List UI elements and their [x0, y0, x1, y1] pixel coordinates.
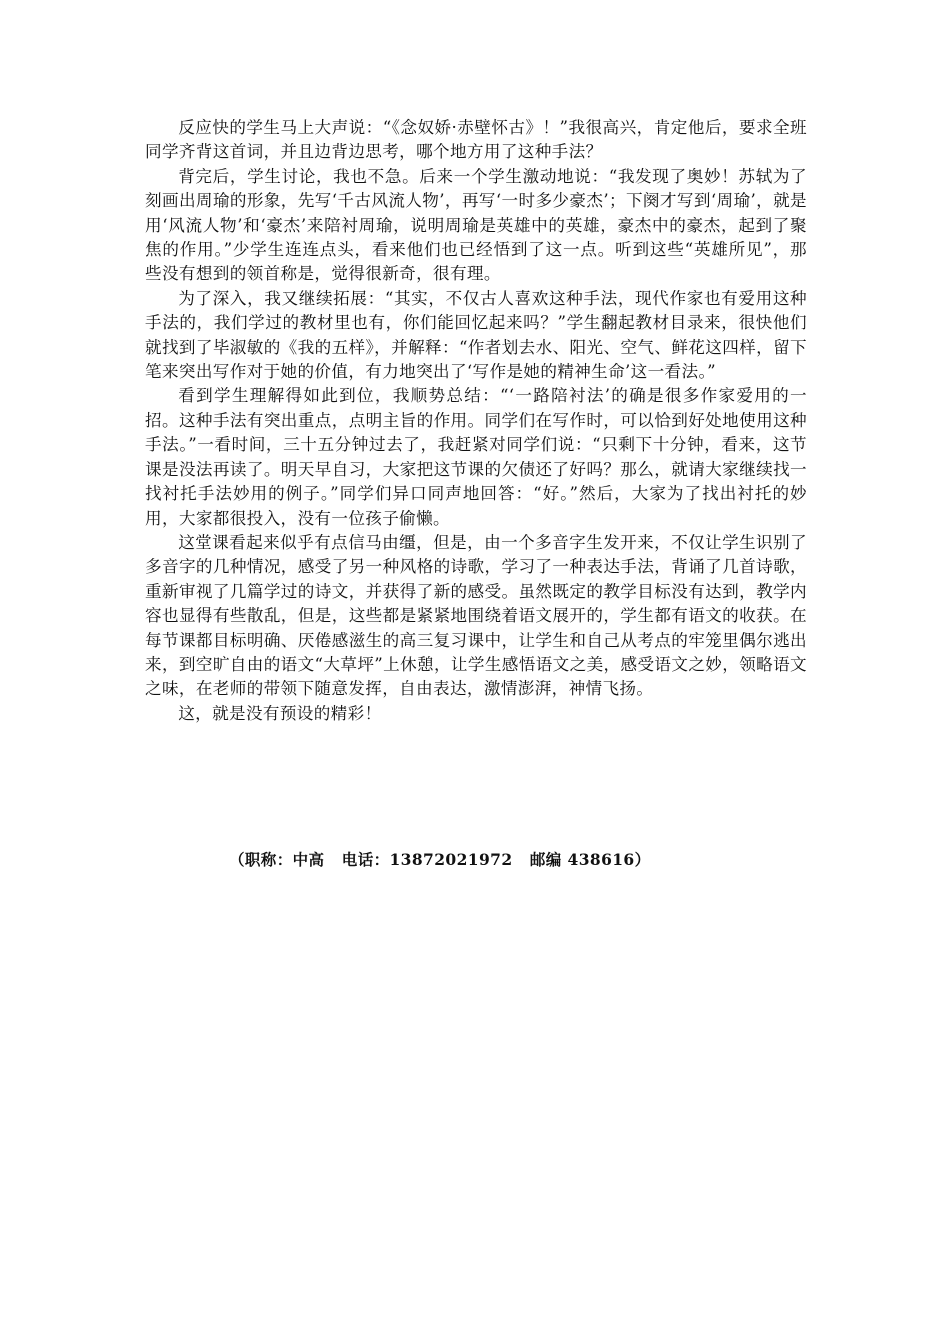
author-contact-footer: （职称：中高 电话：13872021972 邮编 438616） — [229, 850, 651, 869]
paragraph-4: 看到学生理解得如此到位，我顺势总结：“‘一路陪衬法’的确是很多作家爱用的一招。这种手法有突出重点，点明主旨的作用。同学们在写作时，可以恰到好处地使用这种手法。”一看时间，三十五分钟过去了，我赶紧对同学们说：“只剩下十分钟，看来，这节课是没法再读了。明天早自习，大家把这节课的欠债还了好吗？那么，就请大家继续找一找衬托手法妙用的例子。”同学们异口同声地回答：“好。”然后，大家为了找出衬托的妙用，大家都很投入，没有一位孩子偷懒。 — [145, 386, 807, 528]
paragraph-5: 这堂课看起来似乎有点信马由缰，但是，由一个多音字生发开来，不仅让学生识别了多音字的几种情况，感受了另一种风格的诗歌，学习了一种表达手法，背诵了几首诗歌，重新审视了几篇学过的诗文，并获得了新的感受。虽然既定的教学目标没有达到，教学内容也显得有些散乱，但是，这些都是紧紧地围绕着语文展开的，学生都有语文的收获。在每节课都目标明确、厌倦感滋生的高三复习课中，让学生和自己从考点的牢笼里偶尔逃出来，到空旷自由的语文“大草坪”上休憩，让学生感悟语文之美，感受语文之妙，领略语文之味，在老师的带领下随意发挥，自由表达，激情澎湃，神情飞扬。 — [145, 532, 807, 699]
paragraph-2: 背完后，学生讨论，我也不急。后来一个学生激动地说：“我发现了奥妙！苏轼为了刻画出周瑜的形象，先写‘千古风流人物’，再写‘一时多少豪杰’；下阕才写到‘周瑜’，就是用‘风流人物’和‘豪杰’来陪衬周瑜，说明周瑜是英雄中的英雄，豪杰中的豪杰，起到了聚焦的作用。”少学生连连点头，看来他们也已经悟到了这一点。听到这些“英雄所见”，那些没有想到的领首称是，觉得很新奇，很有理。 — [145, 166, 807, 284]
paragraph-6: 这，就是没有预设的精彩！ — [178, 703, 382, 723]
paragraph-3: 为了深入，我又继续拓展：“其实，不仅古人喜欢这种手法，现代作家也有爱用这种手法的，我们学过的教材里也有，你们能回忆起来吗？”学生翻起教材目录来，很快他们就找到了毕淑敏的《我的五样》，并解释：“作者划去水、阳光、空气、鲜花这四样，留下笔来突出写作对于她的价值，有力地突出了‘写作是她的精神生命’这一看法。” — [145, 288, 807, 382]
paragraph-1: 反应快的学生马上大声说：“《念奴娇·赤壁怀古》！”我很高兴，肯定他后，要求全班同学齐背这首词，并且边背边思考，哪个地方用了这种手法？ — [145, 118, 807, 162]
document-body — [145, 116, 807, 726]
